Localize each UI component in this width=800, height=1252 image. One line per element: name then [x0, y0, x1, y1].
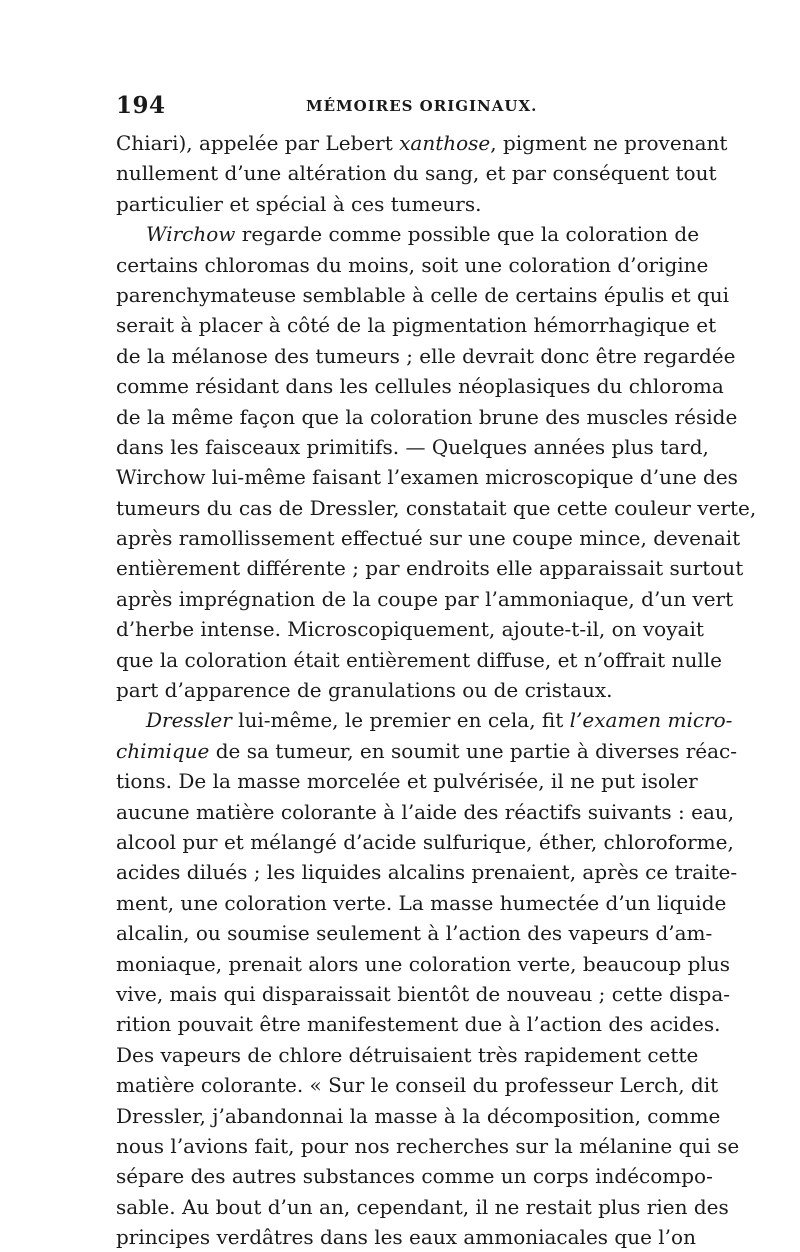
text-line: après ramollissement effectué sur une coupe mince, devenait [116, 526, 741, 551]
text-line: parenchymateuse semblable à celle de certains épulis et qui [116, 282, 730, 307]
text-line: chimique de sa tumeur, en soumit une partie à diverses réac- [116, 738, 737, 763]
text-line: comme résidant dans les cellules néoplasiques du chloroma [116, 374, 724, 399]
text-line: ment, une coloration verte. La masse humectée d’un liquide [116, 890, 727, 915]
text-line: Dressler, j’abandonnai la masse à la décomposition, comme [116, 1103, 721, 1128]
text-line: de la mélanose des tumeurs ; elle devrait donc être regardée [116, 343, 736, 368]
text-line: part d’apparence de granulations ou de cristaux. [116, 678, 613, 703]
text-line: Wirchow regarde comme possible que la coloration de [146, 222, 700, 247]
text-line: sépare des autres substances comme un corps indécompo- [116, 1164, 713, 1189]
text-line: après imprégnation de la coupe par l’ammoniaque, d’un vert [116, 586, 734, 611]
text-line: alcool pur et mélangé d’acide sulfurique, éther, chloroforme, [116, 829, 734, 854]
page-number: 194 [116, 92, 166, 119]
text-line: dans les faisceaux primitifs. — Quelques années plus tard, [116, 434, 709, 459]
text-line: rition pouvait être manifestement due à l’action des acides. [116, 1012, 721, 1037]
text-line: que la coloration était entièrement diffuse, et n’offrait nulle [116, 647, 722, 672]
text-line: principes verdâtres dans les eaux ammoniacales que l’on [116, 1225, 696, 1250]
text-line: particulier et spécial à ces tumeurs. [116, 191, 482, 216]
text-line: moniaque, prenait alors une coloration verte, beaucoup plus [116, 951, 730, 976]
running-title: MÉMOIRES ORIGINAUX. [306, 97, 538, 115]
text-line: d’herbe intense. Microscopiquement, ajoute-t-il, on voyait [116, 617, 704, 642]
text-line: Wirchow lui-même faisant l’examen microscopique d’une des [116, 465, 738, 490]
text-line: nullement d’une altération du sang, et par conséquent tout [116, 161, 717, 186]
text-line: de la même façon que la coloration brune des muscles réside [116, 404, 738, 429]
body-text [116, 128, 757, 1252]
text-line: vive, mais qui disparaissait bientôt de nouveau ; cette dispa- [116, 981, 731, 1006]
text-line: tumeurs du cas de Dressler, constatait que cette couleur verte, [116, 495, 757, 520]
text-line: alcalin, ou soumise seulement à l’action des vapeurs d’am- [116, 921, 713, 946]
text-line: sable. Au bout d’un an, cependant, il ne restait plus rien des [116, 1194, 729, 1219]
text-line: Dressler lui-même, le premier en cela, fit l’examen micro- [146, 708, 733, 733]
text-line: certains chloromas du moins, soit une coloration d’origine [116, 252, 709, 277]
page-header [116, 92, 696, 122]
text-line: aucune matière colorante à l’aide des réactifs suivants : eau, [116, 799, 735, 824]
text-line: matière colorante. « Sur le conseil du professeur Lerch, dit [116, 1073, 719, 1098]
text-line: nous l’avions fait, pour nos recherches sur la mélanine qui se [116, 1133, 740, 1158]
text-line: entièrement différente ; par endroits elle apparaissait surtout [116, 556, 744, 581]
text-line: Chiari), appelée par Lebert xanthose, pigment ne provenant [116, 131, 728, 155]
text-line: tions. De la masse morcelée et pulvérisée, il ne put isoler [116, 769, 698, 794]
text-line: acides dilués ; les liquides alcalins prenaient, après ce traite- [116, 860, 738, 885]
text-line: serait à placer à côté de la pigmentation hémorrhagique et [116, 313, 717, 338]
text-line: Des vapeurs de chlore détruisaient très rapidement cette [116, 1042, 699, 1067]
